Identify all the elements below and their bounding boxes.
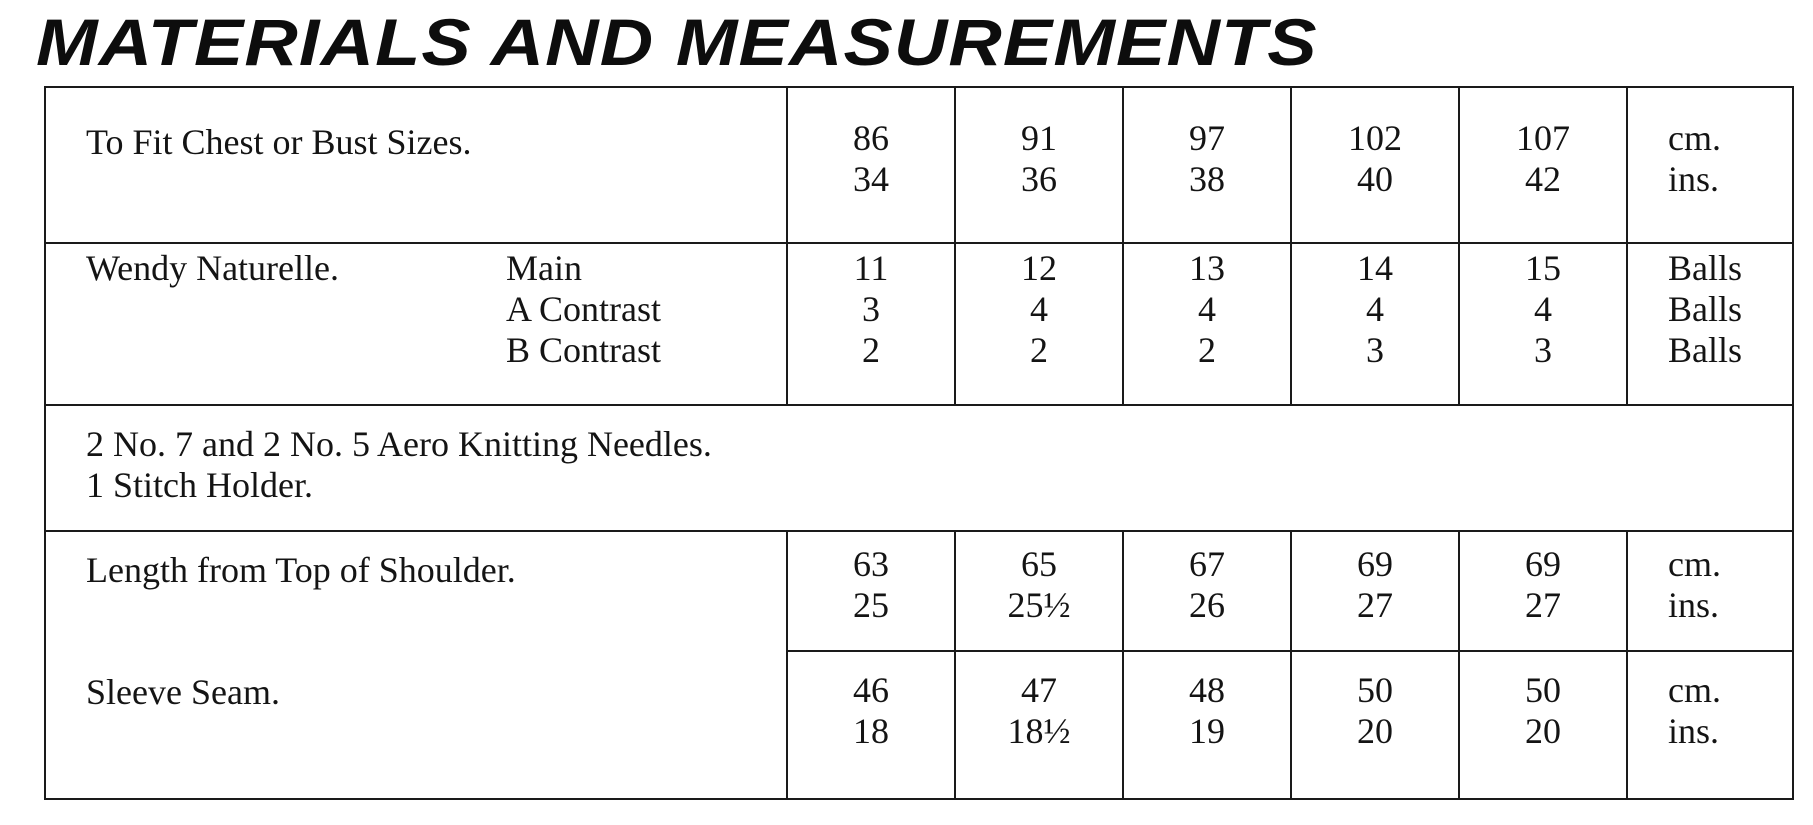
size-ins: 34 [853,159,889,199]
yarn-main: 15 [1525,248,1561,288]
yarn-b: 3 [1366,330,1384,370]
size-ins: 38 [1189,159,1225,199]
sleeve-cell [1292,670,1458,752]
size-ins: 42 [1525,159,1561,199]
yarn-b: 2 [862,330,880,370]
length-ins: 26 [1189,585,1225,625]
sleeve-cm: 50 [1525,670,1561,710]
yarn-cell [1124,248,1290,371]
sleeve-cell [956,670,1122,752]
length-ins: 25 [853,585,889,625]
sleeve-ins: 18 [853,711,889,751]
yarn-sublabel-b: B Contrast [506,330,662,370]
yarn-main: 14 [1357,248,1393,288]
unit-balls: Balls [1668,330,1743,370]
column-divider [1626,88,1628,404]
yarn-a: 4 [1198,289,1216,329]
sleeve-cm: 48 [1189,670,1225,710]
length-ins: 27 [1525,585,1561,625]
yarn-units [1668,248,1742,371]
length-cell [1292,544,1458,626]
length-ins: 25½ [1007,585,1071,625]
size-cm: 107 [1516,118,1570,158]
size-cm: 91 [1021,118,1057,158]
sleeve-ins: 20 [1525,711,1561,751]
yarn-label: Wendy Naturelle. [86,248,340,288]
yarn-cell [1292,248,1458,371]
length-cell [788,544,954,626]
length-ins: 27 [1357,585,1393,625]
size-cm: 102 [1348,118,1402,158]
yarn-main: 11 [853,248,889,288]
sleeve-units [1668,670,1721,752]
size-ins: 36 [1021,159,1057,199]
length-label: Length from Top of Shoulder. [86,550,516,590]
yarn-sublabel-a: A Contrast [506,289,662,329]
row-divider [46,404,1792,406]
length-units [1668,544,1721,626]
unit-cm: cm. [1668,544,1721,584]
length-cell [1460,544,1626,626]
yarn-main: 12 [1021,248,1057,288]
sleeve-ins: 18½ [1007,711,1071,751]
yarn-sublabels [506,248,661,371]
size-cell [956,118,1122,200]
yarn-a: 3 [862,289,880,329]
size-ins: 40 [1357,159,1393,199]
unit-balls: Balls [1668,289,1743,329]
yarn-b: 2 [1198,330,1216,370]
size-cell [1292,118,1458,200]
sleeve-ins: 20 [1357,711,1393,751]
sleeve-cm: 47 [1021,670,1057,710]
sleeve-cell [1460,670,1626,752]
yarn-a: 4 [1534,289,1552,329]
length-cell [956,544,1122,626]
row-divider [786,650,1792,652]
yarn-b: 3 [1534,330,1552,370]
page-title: MATERIALS AND MEASUREMENTS [36,5,1318,79]
column-divider [1626,530,1628,798]
size-cm: 97 [1189,118,1225,158]
sleeve-ins: 19 [1189,711,1225,751]
yarn-a: 4 [1030,289,1048,329]
unit-ins: ins. [1668,585,1720,625]
yarn-sublabel-main: Main [506,248,582,288]
yarn-cell [1460,248,1626,371]
sleeve-cm: 46 [853,670,889,710]
unit-cm: cm. [1668,670,1721,710]
sleeve-cell [1124,670,1290,752]
needles-line: 2 No. 7 and 2 No. 5 Aero Knitting Needles. [86,424,712,464]
length-cm: 65 [1021,544,1057,584]
yarn-b: 2 [1030,330,1048,370]
length-cm: 69 [1525,544,1561,584]
sizes-label: To Fit Chest or Bust Sizes. [86,122,472,162]
size-cell [788,118,954,200]
yarn-a: 4 [1366,289,1384,329]
row-divider [46,530,1792,532]
holder-line: 1 Stitch Holder. [86,465,313,505]
size-cm: 86 [853,118,889,158]
sleeve-label: Sleeve Seam. [86,672,280,712]
length-cm: 63 [853,544,889,584]
size-cell [1460,118,1626,200]
length-cell [1124,544,1290,626]
length-cm: 67 [1189,544,1225,584]
row-divider [46,242,1792,244]
size-cell [1124,118,1290,200]
measurements-table [44,86,1794,800]
yarn-cell [788,248,954,371]
unit-ins: ins. [1668,159,1720,199]
unit-balls: Balls [1668,248,1743,288]
length-cm: 69 [1357,544,1393,584]
unit-ins: ins. [1668,711,1720,751]
yarn-main: 13 [1189,248,1225,288]
size-units [1668,118,1721,200]
sleeve-cell [788,670,954,752]
unit-cm: cm. [1668,118,1721,158]
needles-text [86,424,712,506]
sleeve-cm: 50 [1357,670,1393,710]
yarn-cell [956,248,1122,371]
